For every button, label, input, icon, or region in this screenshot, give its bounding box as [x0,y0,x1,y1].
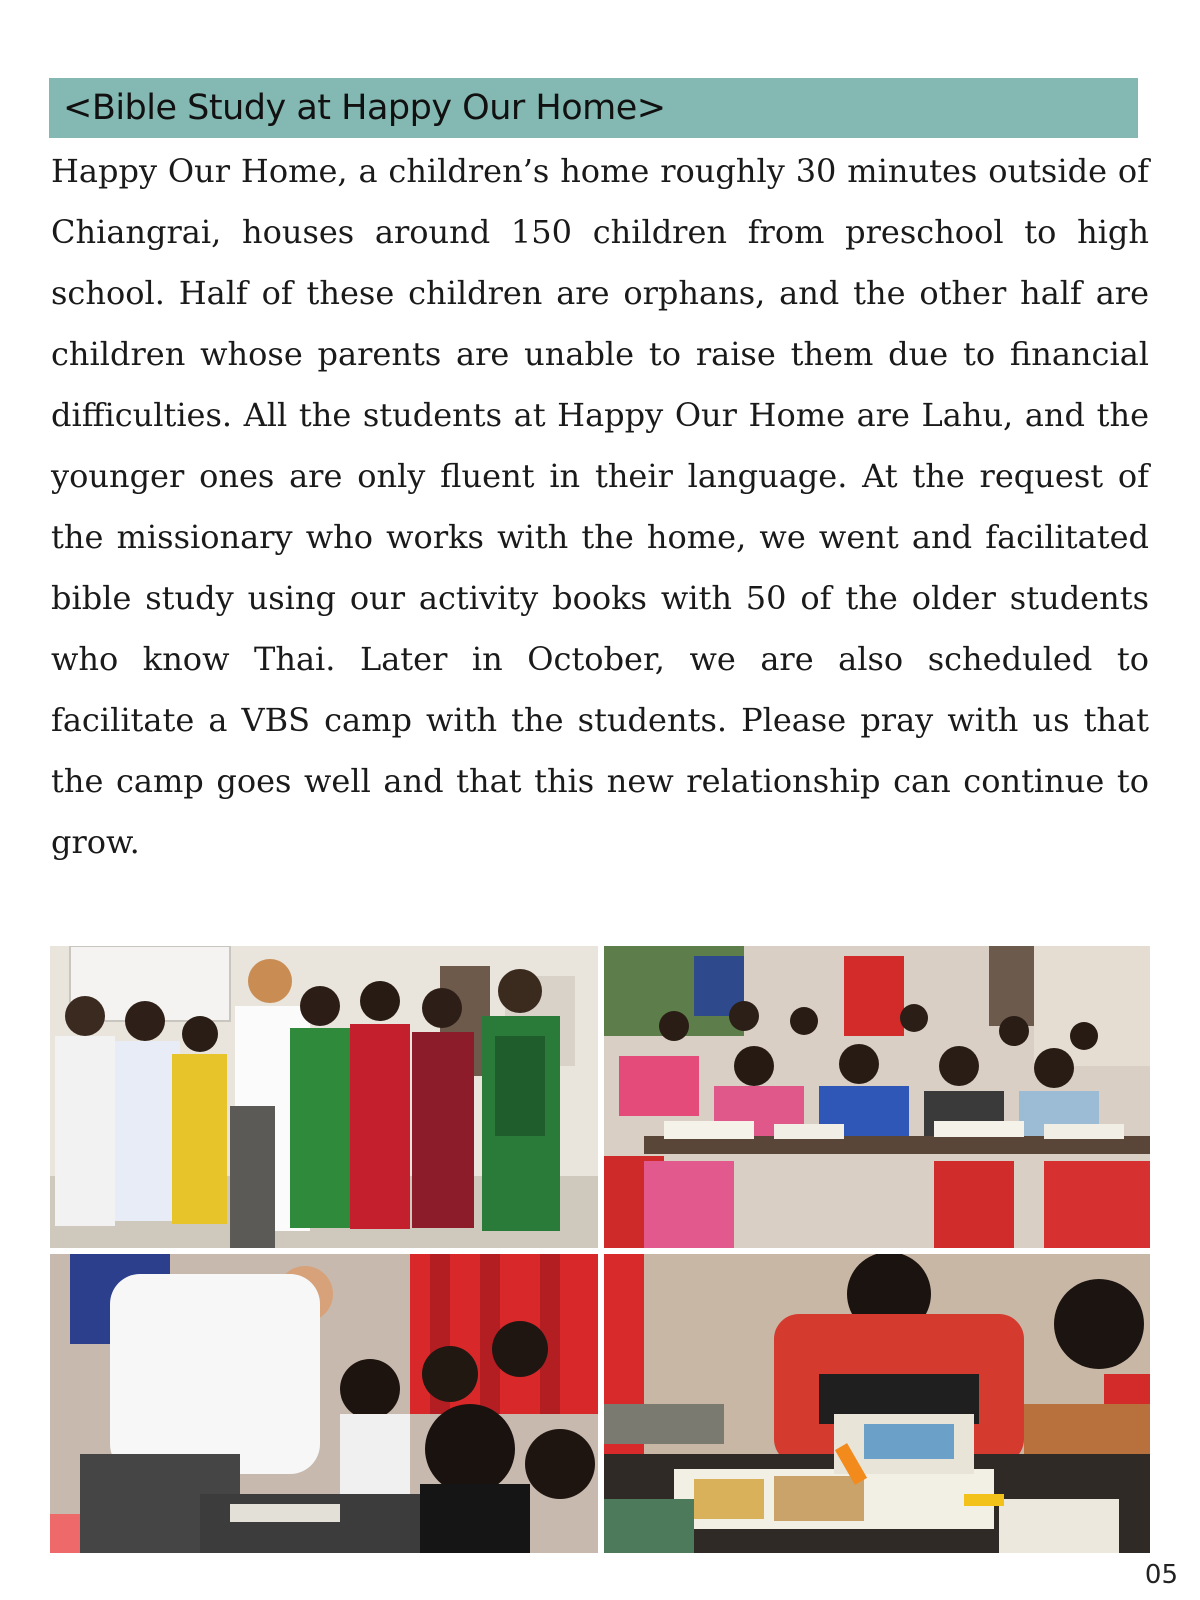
article-body: Happy Our Home, a children’s home roughly 30 minutes outside of Chiangrai, houses around 150 children from preschool to high school. Half of these children are orphans, and the other half are children whose parents are unable to raise them due to financial difficulties. All the students at Happy Our Home are Lahu, and the younger ones are only fluent in their language. At the request of the missionary who works with the home, we went and facilitated bible study using our activity books with 50 of the older students who know Thai. Later in October, we are also scheduled to facilitate a VBS camp with the students. Please pray with us that the camp goes well and that this new relationship can continue to grow. [51,152,1149,861]
photo-grid [50,946,1150,1553]
page-number: 05 [1144,1560,1178,1590]
section-heading: <Bible Study at Happy Our Home> [63,88,666,128]
group-photo [50,946,598,1248]
section-heading-bar [49,78,1138,138]
student-coloring-photo [604,1254,1150,1553]
classroom-photo [604,946,1150,1248]
volunteer-helping-photo [50,1254,598,1553]
